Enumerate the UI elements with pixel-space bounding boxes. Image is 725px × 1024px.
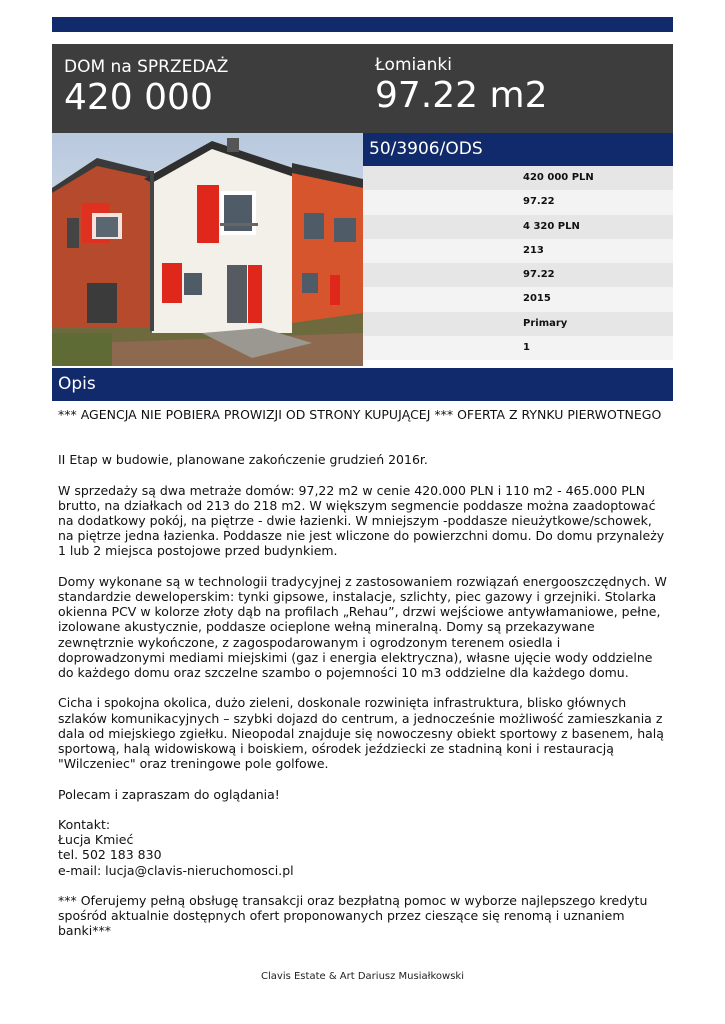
detail-value: 213 — [523, 244, 544, 256]
detail-row — [363, 263, 673, 287]
listing-header — [52, 44, 673, 133]
detail-row — [363, 287, 673, 311]
detail-row — [363, 190, 673, 214]
detail-row — [363, 215, 673, 239]
detail-value: 2015 — [523, 293, 551, 305]
description-title: Opis — [58, 374, 96, 394]
description-paragraph: W sprzedaży są dwa metraże domów: 97,22 m2 w cenie 420.000 PLN i 110 m2 - 465.000 PLN brutto, na działkach od 213 do 218 m2. W większym segmencie poddasze można zaadoptować na dodatkowy pokój, na piętrze - dwie łazienki. W mniejszym -poddasze nieużytkowe/schowek, na piętrze jedna łazienka. Poddasze nie jest wliczone do powierzchni domu. Do domu przynależy 1 lub 2 miejsca postojowe przed budynkiem. — [58, 482, 665, 559]
description-body — [58, 407, 670, 939]
property-price: 420 000 — [64, 77, 213, 118]
detail-value: 420 000 PLN — [523, 172, 594, 183]
top-accent-bar — [52, 17, 673, 32]
closing-note: *** Oferujemy pełną obsługę transakcji oraz bezpłatną pomoc w wyborze najlepszego kredytu spośród aktualnie dostępnych ofert proponowanych przez cieszące się renomą i uznaniem banki*** — [58, 893, 648, 939]
listing-reference: 50/3906/ODS — [369, 139, 483, 159]
detail-row — [363, 312, 673, 336]
detail-value: Primary — [523, 317, 568, 329]
property-photo — [52, 133, 363, 366]
description-paragraph: *** AGENCJA NIE POBIERA PROWIZJI OD STRONY KUPUJĄCEJ *** OFERTA Z RYNKU PIERWOTNEGO — [58, 407, 662, 422]
detail-value: 1 — [523, 342, 530, 354]
property-type-label: DOM na SPRZEDAŻ — [64, 57, 229, 77]
detail-row — [363, 336, 673, 360]
detail-value: 97.22 — [523, 269, 555, 281]
description-paragraph: II Etap w budowie, planowane zakończenie grudzień 2016r. — [58, 452, 428, 468]
description-paragraph: Polecam i zapraszam do oglądania! — [58, 786, 280, 802]
header-right — [375, 55, 547, 116]
details-table — [363, 166, 673, 360]
description-paragraph: Domy wykonane są w technologii tradycyjnej z zastosowaniem rozwiązań energooszczędnych. W standardzie deweloperskim: tynki gipsowe, instalacje, szlichty, piec gazowy i grzejniki. Stolarka okienna PCV w kolorze złoty dąb na profilach „Rehau”, drzwi wejściowe antywłamaniowe, pełne, izolowane akustycznie, poddasze ocieplone wełną mineralną. Domy są przekazywane zewnętrznie wykończone, z zagospodarowanym i ogrodzonym terenem osiedla i doprowadzonymi mediami miejskimi (gaz i energia elektryczna), własne ujęcie wody oddzielne do każdego domu oraz szczelne szambo o pojemności 10 m3 oddzielne dla każdego domu. — [58, 573, 667, 681]
contact-heading: Kontakt: — [58, 817, 111, 832]
description-paragraph: Cicha i spokojna okolica, dużo zieleni, doskonale rozwinięta infrastruktura, blisko głównych szlaków komunikacyjnych – szybki dojazd do centrum, a jednocześnie możliwość zamieszkania z dala od miejskiego zgiełku. Nieopodal znajduje się nowoczesny obiekt sportowy z basenem, halą sportową, halą widowiskową i boiskiem, ośrodek jeździecki ze stadniną koni i restauracją "Wilczeniec" oraz treningowe pole golfowe. — [58, 695, 664, 772]
header-left — [64, 57, 228, 118]
property-location: Łomianki — [375, 55, 452, 75]
property-area: 97.22 m2 — [375, 75, 548, 116]
detail-row — [363, 166, 673, 190]
page-footer: Clavis Estate & Art Dariusz Musiałkowski — [261, 971, 464, 982]
contact-name: Łucja Kmieć — [58, 832, 134, 848]
reference-bar — [363, 133, 673, 166]
contact-phone: tel. 502 183 830 — [58, 847, 162, 863]
contact-email: e-mail: lucja@clavis-nieruchomosci.pl — [58, 862, 294, 878]
detail-value: 4 320 PLN — [523, 220, 580, 232]
description-header — [52, 368, 673, 401]
detail-value: 97.22 — [523, 196, 555, 208]
detail-row — [363, 239, 673, 263]
